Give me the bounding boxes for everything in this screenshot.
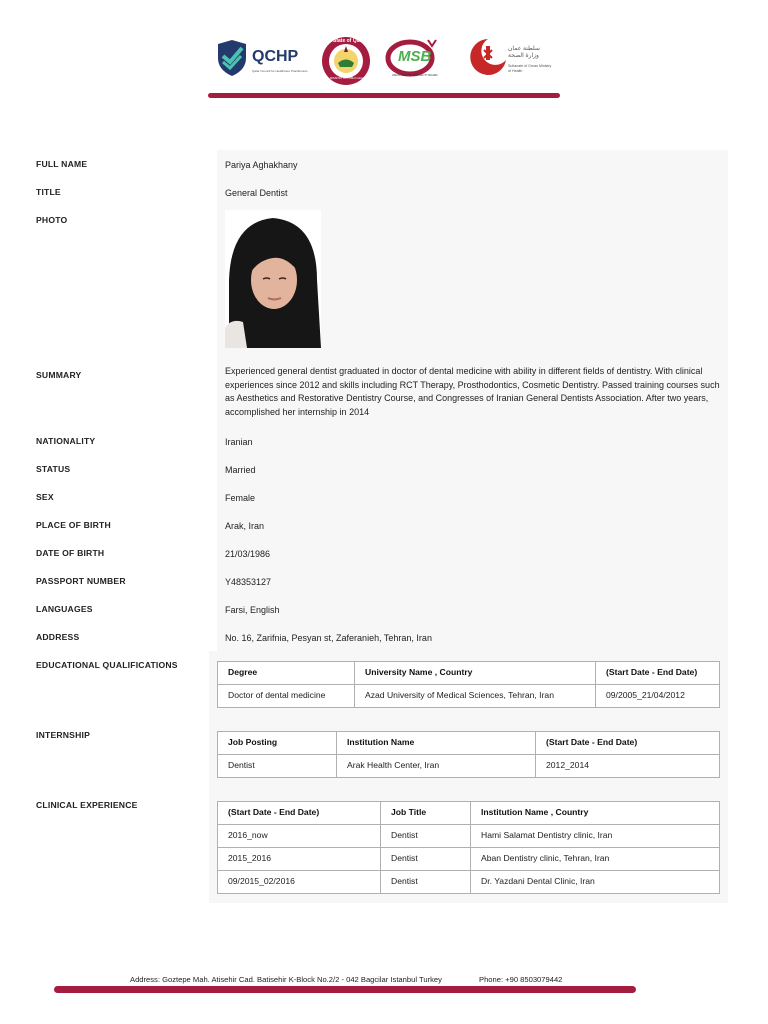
passport-label: PASSPORT NUMBER	[36, 576, 126, 586]
date-of-birth-value: 21/03/1986	[217, 539, 728, 567]
education-row	[28, 651, 728, 721]
passport-row	[28, 567, 728, 595]
photo-row	[28, 206, 728, 358]
status-row	[28, 455, 728, 483]
cv-content	[28, 150, 728, 903]
internship-header-row	[218, 732, 720, 755]
clinical-row	[28, 791, 728, 903]
table-header: Institution Name , Country	[471, 802, 720, 825]
table-header: University Name , Country	[355, 662, 596, 685]
education-header-row	[218, 662, 720, 685]
table-cell: 09/2015_02/2016	[218, 871, 381, 894]
education-table	[217, 661, 720, 708]
table-header: (Start Date - End Date)	[218, 802, 381, 825]
status-value: Married	[217, 455, 728, 483]
table-header: (Start Date - End Date)	[536, 732, 720, 755]
full-name-value: Pariya Aghakhany	[217, 150, 728, 178]
internship-row	[28, 721, 728, 791]
internship-cell	[209, 721, 728, 791]
table-cell: Dentist	[381, 871, 471, 894]
table-cell: 2015_2016	[218, 848, 381, 871]
table-header: Institution Name	[337, 732, 536, 755]
state-of-qatar-seal	[320, 36, 372, 86]
table-header: (Start Date - End Date)	[596, 662, 720, 685]
profile-photo	[225, 210, 321, 348]
clinical-header-row	[218, 802, 720, 825]
clinical-label: CLINICAL EXPERIENCE	[36, 800, 138, 810]
qchp-logo	[216, 36, 311, 80]
header-accent-bar	[208, 93, 560, 98]
photo-label: PHOTO	[36, 215, 68, 225]
footer-phone: Phone: +90 8503079442	[479, 975, 563, 984]
place-of-birth-row	[28, 511, 728, 539]
sex-value: Female	[217, 483, 728, 511]
table-cell: 2016_now	[218, 825, 381, 848]
table-header: Job Title	[381, 802, 471, 825]
footer-accent-bar	[54, 986, 636, 993]
table-cell: Hami Salamat Dentistry clinic, Iran	[471, 825, 720, 848]
title-label: TITLE	[36, 187, 61, 197]
table-row	[218, 825, 720, 848]
header	[0, 0, 768, 100]
summary-row	[28, 358, 728, 427]
oman-moh-arabic-text: سلطنة عمان وزارة الصحة	[508, 46, 540, 59]
table-header: Degree	[218, 662, 355, 685]
table-row	[218, 685, 720, 708]
table-cell: Doctor of dental medicine	[218, 685, 355, 708]
table-cell: 2012_2014	[536, 755, 720, 778]
msb-logo-subtext: OMAN MEDICAL SPECIALITY BOARD	[392, 74, 438, 77]
logo-strip	[216, 36, 556, 86]
msb-logo-text: MSB	[398, 48, 432, 65]
table-cell: Dentist	[218, 755, 337, 778]
photo-cell	[217, 206, 728, 358]
table-cell: Dr. Yazdani Dental Clinic, Iran	[471, 871, 720, 894]
status-label: STATUS	[36, 464, 71, 474]
sex-label: SEX	[36, 492, 54, 502]
table-cell: Aban Dentistry clinic, Tehran, Iran	[471, 848, 720, 871]
nationality-label: NATIONALITY	[36, 436, 96, 446]
summary-label: SUMMARY	[36, 370, 82, 380]
oman-moh-logo	[468, 36, 554, 82]
place-of-birth-label: PLACE OF BIRTH	[36, 520, 111, 530]
qchp-logo-text: QCHP	[252, 48, 299, 65]
nationality-value: Iranian	[217, 427, 728, 455]
full-name-label: FULL NAME	[36, 159, 88, 169]
languages-label: LANGUAGES	[36, 604, 93, 614]
table-cell: Dentist	[381, 848, 471, 871]
date-of-birth-row	[28, 539, 728, 567]
qatar-seal-subtext: MINISTRY OF PUBLIC HEALTH	[330, 77, 368, 80]
clinical-cell	[209, 791, 728, 903]
title-row	[28, 178, 728, 206]
table-cell: Azad University of Medical Sciences, Tehran, Iran	[355, 685, 596, 708]
internship-label: INTERNSHIP	[36, 730, 91, 740]
table-cell: Arak Health Center, Iran	[337, 755, 536, 778]
title-value: General Dentist	[217, 178, 728, 206]
footer	[130, 975, 630, 984]
qatar-seal-text: State of Qatar	[333, 38, 366, 44]
languages-value: Farsi, English	[217, 595, 728, 623]
date-of-birth-label: DATE OF BIRTH	[36, 548, 105, 558]
nationality-row	[28, 427, 728, 455]
qchp-logo-subtext: Qatar Council for Healthcare Practitioners	[252, 69, 308, 73]
msb-logo	[384, 36, 460, 82]
sex-row	[28, 483, 728, 511]
summary-value: Experienced general dentist graduated in doctor of dental medicine with ability in different fields of dentistry. With clinical experiences since 2012 and skills including RCT Therapy, Prosthodontics, Cosmetic Dentistry. Passed training courses such as Aesthetics and Restorative Dentistry Course, and Congresses of Iranian General Dentists Association. After two years, accomplished her internship in 2014	[217, 358, 728, 427]
table-header: Job Posting	[218, 732, 337, 755]
table-cell: Dentist	[381, 825, 471, 848]
footer-address: Address: Goztepe Mah. Atisehir Cad. Batisehir K-Block No.2/2 - 042 Bagcilar Istanbul Turkey	[130, 975, 442, 984]
place-of-birth-value: Arak, Iran	[217, 511, 728, 539]
profile-photo-portrait	[225, 210, 321, 348]
languages-row	[28, 595, 728, 623]
oman-moh-crescent-icon	[468, 36, 508, 78]
clinical-table	[217, 801, 720, 894]
table-row	[218, 848, 720, 871]
internship-table	[217, 731, 720, 778]
table-cell: 09/2005_21/04/2012	[596, 685, 720, 708]
address-value: No. 16, Zarifnia, Pesyan st, Zaferanieh, Tehran, Iran	[217, 623, 728, 651]
education-cell	[209, 651, 728, 721]
full-name-row	[28, 150, 728, 178]
education-label: EDUCATIONAL QUALIFICATIONS	[36, 660, 178, 670]
address-row	[28, 623, 728, 651]
table-row	[218, 755, 720, 778]
passport-value: Y48353127	[217, 567, 728, 595]
address-label: ADDRESS	[36, 632, 80, 642]
table-row	[218, 871, 720, 894]
oman-moh-subtext: Sultanate of Oman Ministry of Health	[508, 64, 552, 73]
